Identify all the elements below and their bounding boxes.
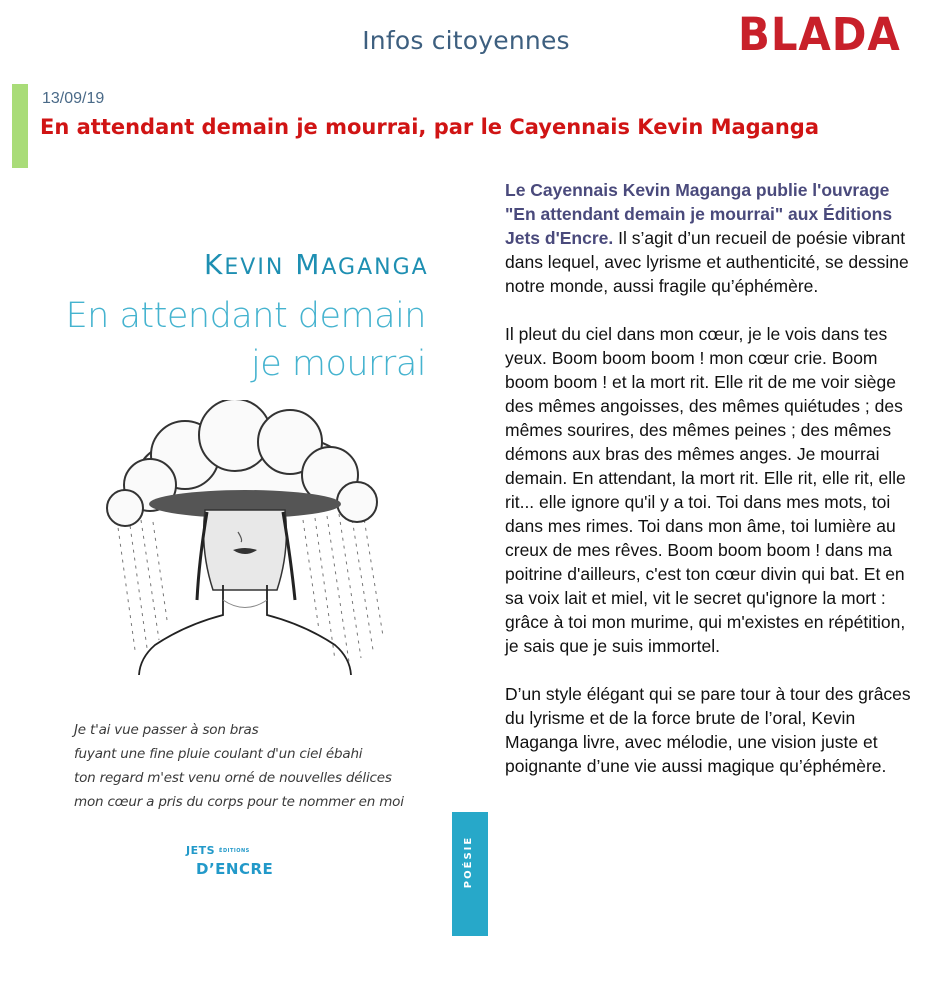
publisher-line-2: D’ENCRE xyxy=(196,860,274,878)
author-first-initial: K xyxy=(204,248,225,281)
article-excerpt xyxy=(505,322,920,658)
cover-poem xyxy=(74,718,454,814)
author-first-rest: EVIN xyxy=(224,255,285,280)
excerpt-part-1: Il pleut du ciel dans mon cœur, je le vois dans tes yeux. Boom boom boom ! mon cœur crie. Boom boom boom ! et la mort rit. Elle rit de me voir siège des mêmes angoisses, des mêmes quiétudes ; des mêmes sourires, des mêmes peines ; des mêmes xyxy=(505,324,903,440)
cover-title-line-2: je mourrai xyxy=(250,344,426,384)
publisher-logo xyxy=(186,844,316,884)
genre-strip xyxy=(452,812,488,936)
woman-under-raincloud-illustration xyxy=(95,400,395,680)
publisher-line-1: JETS xyxy=(186,844,216,857)
poem-line: ton regard m'est venu orné de nouvelles délices xyxy=(74,770,392,786)
article-lead xyxy=(505,178,920,298)
article-body xyxy=(505,178,920,802)
article-headline[interactable]: En attendant demain je mourrai, par le Cayennais Kevin Maganga xyxy=(40,115,820,139)
site-logo[interactable]: BLADA xyxy=(738,8,901,61)
article-date: 13/09/19 xyxy=(42,90,105,107)
poem-line: Je t'ai vue passer à son bras xyxy=(74,722,259,738)
publisher-small: ÉDITIONS xyxy=(219,848,250,854)
author-last-rest: AGANGA xyxy=(321,255,429,280)
poem-line: fuyant une fine pluie coulant d'un ciel ébahi xyxy=(74,746,363,762)
section-title: Infos citoyennes xyxy=(362,26,570,55)
accent-bar xyxy=(12,84,28,168)
author-last-initial: M xyxy=(295,248,322,281)
lead-bold: Le Cayennais Kevin Maganga publie l'ouvrage "En attendant demain je mourrai" aux Éditions Jets d'Encre. xyxy=(505,180,893,248)
cover-title xyxy=(60,292,426,388)
poem-line: mon cœur a pris du corps pour te nommer en moi xyxy=(74,794,404,810)
lead-rest: Il s’agit d’un recueil de poésie vibrant dans lequel, avec lyrisme et authenticité, se dessine notre monde, aussi fragile qu’éphémère. xyxy=(505,228,909,296)
excerpt-part-2: démons aux bras des mêmes anges. Je mourrai demain. En attendant, la mort rit. Elle rit, elle rit, elle rit... elle ignore qu'il y a toi. Toi dans mes mots, toi dans mes rimes. Toi dans mon âme, toi lumière au creux de mes rêves. Boom boom boom ! dans ma poitrine d'ailleurs, c'est ton cœur divin qui bat. Et en sa voix lait et miel, vit le secret qu'ignore la mort : grâce à toi mon murime, qui m'existes en répétition, je sais que je suis immortel. xyxy=(505,444,906,656)
cover-author xyxy=(204,248,429,281)
genre-label: POÉSIE xyxy=(463,835,474,889)
cover-title-line-1: En attendant demain xyxy=(65,296,426,336)
article-closing: D’un style élégant qui se pare tour à tour des grâces du lyrisme et de la force brute de l’oral, Kevin Maganga livre, avec mélodie, une vision juste et poignante d’une vie aussi magique qu’éphémère. xyxy=(505,684,911,776)
